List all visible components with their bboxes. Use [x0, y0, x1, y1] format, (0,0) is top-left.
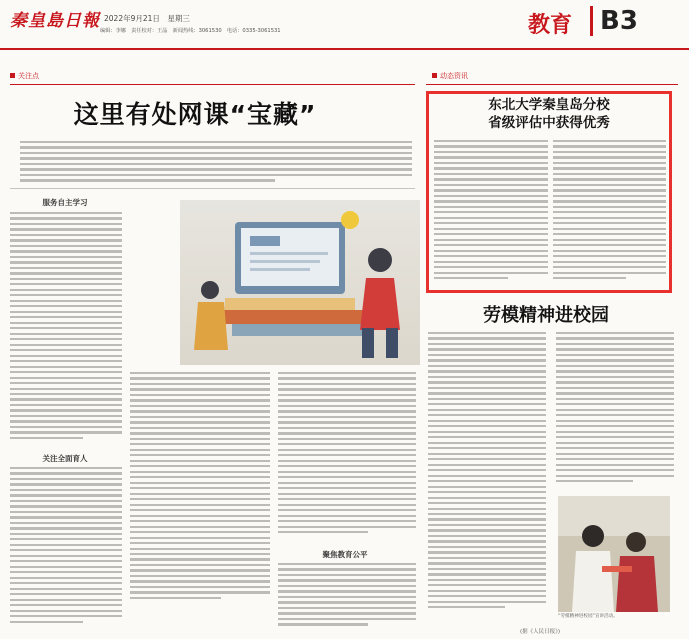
subhead-1: 服务自主学习 [42, 198, 88, 207]
news-headline-2: 劳模精神进校园 [483, 305, 609, 326]
body-col3-a [278, 372, 416, 542]
photo-caption: “劳模精神进校园”宣讲活动。 [558, 614, 618, 619]
news-headline-1 [432, 96, 666, 132]
kicker-rule-right [426, 84, 678, 85]
news1-col-a [434, 140, 548, 283]
news-headline-1-line2: 省级评估中获得优秀 [488, 115, 610, 131]
lead-divider [10, 188, 415, 189]
kicker-right: 动态资讯 [432, 71, 468, 81]
masthead-rule [0, 48, 689, 50]
body-col3-b [278, 563, 416, 629]
section-name: 教育 [528, 13, 573, 38]
page-number: B3 [600, 6, 638, 36]
kicker-rule-left [10, 84, 415, 85]
news2-col-a [428, 332, 546, 612]
issue-date: 2022年9月21日 星期三 [104, 14, 190, 23]
main-headline: 这里有处网课“宝藏” [73, 100, 317, 129]
news2-col-b [556, 332, 674, 486]
subhead-3: 聚焦教育公平 [322, 550, 368, 559]
news1-col-b [553, 140, 666, 283]
newspaper-logo: 秦皇島日報 [10, 11, 100, 31]
body-col1-b [10, 467, 122, 626]
body-col1-a [10, 212, 122, 442]
editor-credits: 编辑：李娜 责任校对：王晶 新闻热线：3061530 电话：0335-3061531 [100, 28, 281, 34]
source-credit: (据《人民日报》) [520, 629, 561, 635]
masthead-divider [590, 6, 593, 36]
online-class-illustration [180, 200, 420, 365]
kicker-left: 关注点 [10, 71, 39, 81]
subhead-2: 关注全面育人 [42, 454, 88, 463]
event-photo [558, 496, 670, 612]
lead-paragraph [20, 141, 412, 185]
body-col2 [130, 372, 270, 602]
news-headline-1-line1: 东北大学秦皇岛分校 [488, 97, 610, 113]
